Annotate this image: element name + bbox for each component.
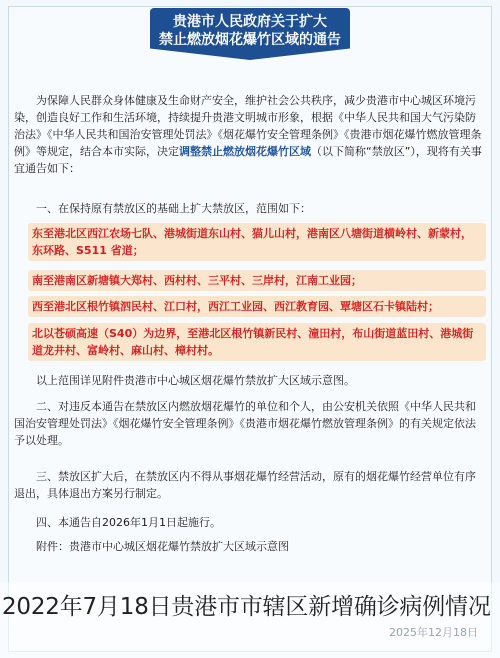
intro-emphasis: 调整禁止燃放烟花爆竹区域 <box>179 145 311 158</box>
area-north: 北以苍硕高速（S40）为边界，至港北区根竹镇新民村、潼田村，布山街道蓝田村、港城街道龙井村、富岭村、麻山村、樟村村。 <box>28 323 486 361</box>
attachment: 附件：贵港市中心城区烟花爆竹禁放扩大区域示意图 <box>36 540 289 553</box>
date-stamp: 2025年12月18日 <box>389 626 478 639</box>
title-line-2: 禁止燃放烟花爆竹区域的通告 <box>159 32 341 48</box>
section-4: 四、本通告自2026年1月1日起施行。 <box>36 516 221 529</box>
intro-paragraph <box>14 92 486 177</box>
caption-text: 2022年7月18日贵港市市辖区新增确诊病例情况 <box>2 594 491 620</box>
section-1-heading: 一、在保持原有禁放区的基础上扩大禁放区，范围如下： <box>36 202 311 215</box>
area-south: 南至港南区新塘镇大郑村、西村村、三平村、三岸村，江南工业园； <box>28 270 486 291</box>
intro-tail: （以下简称“禁放区”），现将有关事宜通告如下： <box>14 145 482 175</box>
section-2: 二、对违反本通告在禁放区内燃放烟花爆竹的单位和个人，由公安机关依照《中华人民共和国治安管理处罚法》《烟花爆竹安全管理条例》《贵港市烟花爆竹燃放管理条例》的有关规定依法予以处理。 <box>14 400 476 447</box>
title-line-1: 贵港市人民政府关于扩大 <box>173 14 327 30</box>
intro-text: 为保障人民群众身体健康及生命财产安全，维护社会公共秩序，减少贵港市中心城区环境污染，创造良好工作和生活环境，持续提升贵港文明城市形象，根据《中华人民共和国大气污染防治法》《中华人民共和国治安管理处罚法》《烟花爆竹安全管理条例》《贵港市烟花爆竹燃放管理条例》等规定，结合本市实际，决定 <box>14 94 482 158</box>
area-east: 东至港北区西江农场七队、港城街道东山村、猫儿山村，港南区八塘街道横岭村、新蒙村，东环路、S511 省道； <box>28 223 486 261</box>
section-3: 三、禁放区扩大后，在禁放区内不得从事烟花爆竹经营活动，原有的烟花爆竹经营单位有序退出，具体退出方案另行制定。 <box>14 470 476 500</box>
section-1-note: 以上范围详见附件贵港市中心城区烟花爆竹禁放扩大区域示意图。 <box>36 374 355 387</box>
area-west: 西至港北区根竹镇泗民村、江口村，西江工业园、西江教育园、覃塘区石卡镇陆村； <box>28 296 486 317</box>
